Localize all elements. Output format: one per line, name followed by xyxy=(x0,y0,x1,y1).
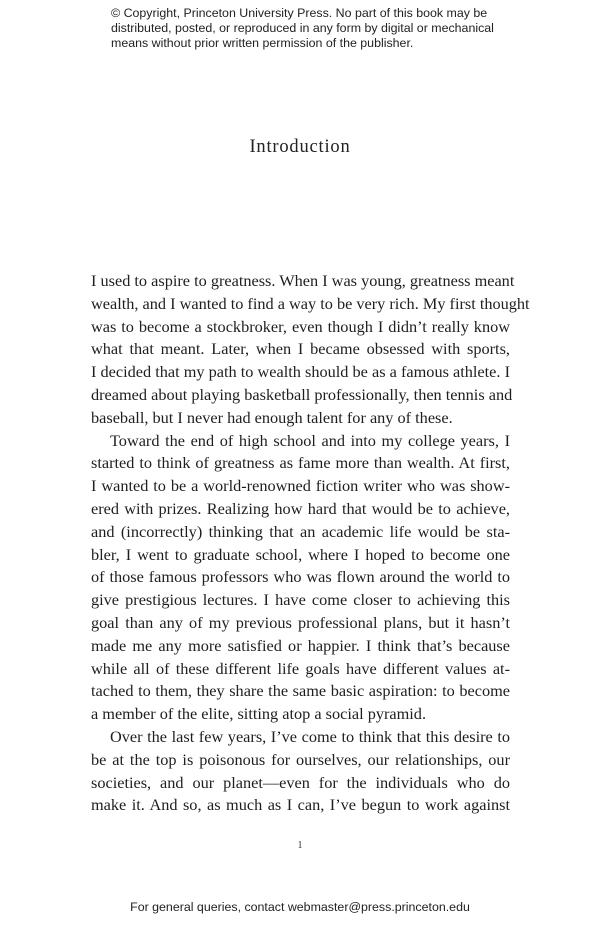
copyright-line: © Copyright, Princeton University Press. No part of this book may be xyxy=(111,6,488,20)
text-line: I wanted to be a world-renowned fiction writer who was show- xyxy=(91,476,510,496)
paragraph xyxy=(91,430,510,726)
text-line: goal than any of my previous professional plans, but it hasn’t xyxy=(91,612,510,632)
text-line: made me any more satisfied or happier. I think that’s because xyxy=(91,635,510,655)
page-number: 1 xyxy=(297,840,303,851)
text-line: Toward the end of high school and into my college years, I xyxy=(110,430,510,450)
text-line: make it. And so, as much as I can, I’ve begun to work against xyxy=(91,795,510,815)
copyright-line: distributed, posted, or reproduced in any form by digital or mechanical xyxy=(111,21,494,35)
text-line: Over the last few years, I’ve come to think that this desire to xyxy=(110,726,510,746)
text-line: I used to aspire to greatness. When I was young, greatness meant xyxy=(91,271,515,290)
text-line: what that meant. Later, when I became obsessed with sports, xyxy=(91,339,510,359)
text-line: while all of these different life goals have different values at- xyxy=(91,658,510,678)
footer-contact: For general queries, contact webmaster@press.princeton.edu xyxy=(130,900,470,914)
text-line: wealth, and I wanted to find a way to be very rich. My first thought xyxy=(91,293,530,313)
paragraph xyxy=(91,270,530,430)
text-line: and (incorrectly) thinking that an academic life would be sta- xyxy=(91,521,510,541)
text-line: tached to them, they share the same basic aspiration: to become xyxy=(91,681,510,701)
text-line: baseball, but I never had enough talent for any of these. xyxy=(91,407,453,427)
text-line: started to think of greatness as fame more than wealth. At first, xyxy=(91,453,510,473)
chapter-title: Introduction xyxy=(249,137,351,157)
paragraph xyxy=(91,726,510,817)
text-line: bler, I went to graduate school, where I hoped to become one xyxy=(91,544,510,564)
text-line: was to become a stockbroker, even though I didn’t really know xyxy=(91,316,510,336)
text-line: a member of the elite, sitting atop a social pyramid. xyxy=(91,704,427,724)
text-line: societies, and our planet—even for the individuals who do xyxy=(91,772,510,792)
body-text xyxy=(91,270,530,817)
text-line: ered with prizes. Realizing how hard that would be to achieve, xyxy=(91,498,510,518)
copyright-line: means without prior written permission of the publisher. xyxy=(111,36,414,50)
text-line: dreamed about playing basketball professionally, then tennis and xyxy=(91,384,513,404)
copyright-notice xyxy=(111,6,511,51)
text-line: I decided that my path to wealth should be as a famous athlete. I xyxy=(91,362,510,382)
text-line: give prestigious lectures. I have come closer to achieving this xyxy=(91,590,510,610)
text-line: of those famous professors who was flown around the world to xyxy=(91,567,510,587)
text-line: be at the top is poisonous for ourselves, our relationships, our xyxy=(91,749,510,769)
